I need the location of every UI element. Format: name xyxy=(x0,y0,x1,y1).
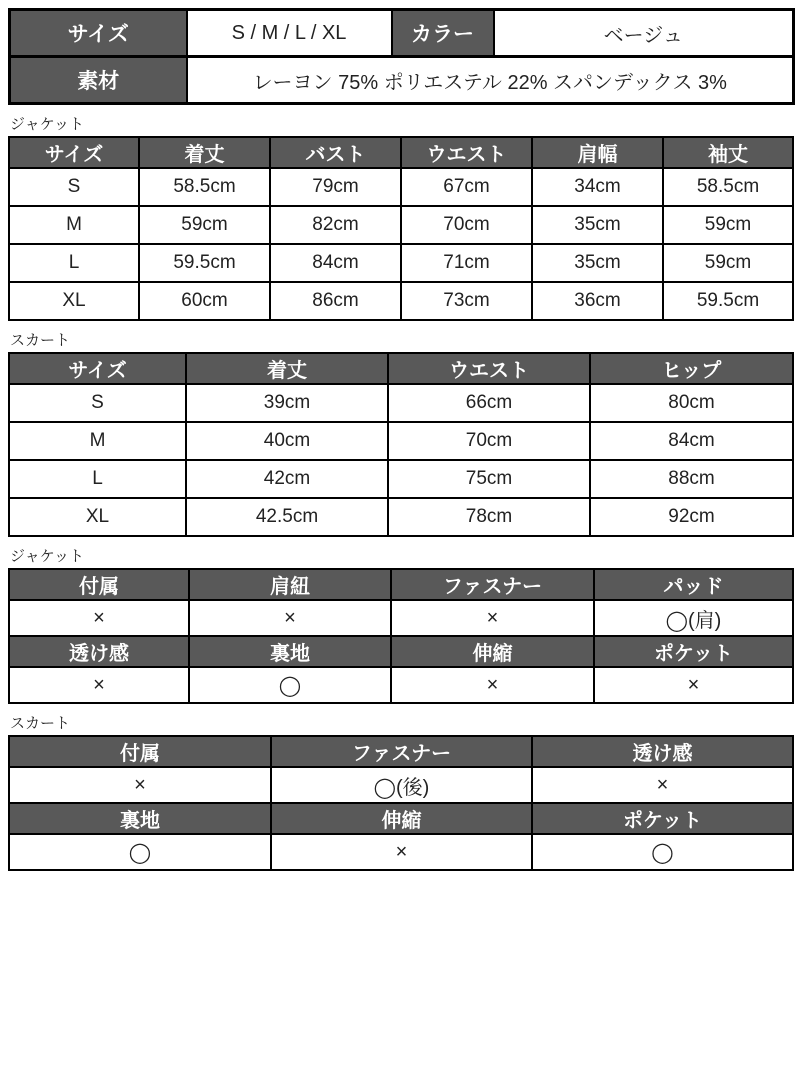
table-header-cell: パッド xyxy=(594,569,793,600)
table-cell: 84cm xyxy=(270,244,401,282)
table-cell: 86cm xyxy=(270,282,401,320)
table-cell: 79cm xyxy=(270,168,401,206)
color-label-cell: カラー xyxy=(392,10,494,57)
table-cell: 42.5cm xyxy=(186,498,388,536)
table-row xyxy=(9,422,793,460)
table-cell: 84cm xyxy=(590,422,793,460)
table-cell: × xyxy=(391,667,594,703)
table-row xyxy=(9,168,793,206)
table-row xyxy=(9,600,793,636)
table-cell: 80cm xyxy=(590,384,793,422)
table-header-cell: 肩紐 xyxy=(189,569,391,600)
table-row xyxy=(9,206,793,244)
table-cell: 60cm xyxy=(139,282,270,320)
table-cell: M xyxy=(9,422,186,460)
table-header-cell: サイズ xyxy=(9,137,139,168)
table-cell: ◯ xyxy=(532,834,793,870)
table-cell: L xyxy=(9,244,139,282)
table-cell: 36cm xyxy=(532,282,663,320)
table-cell: × xyxy=(532,767,793,803)
table-cell: 40cm xyxy=(186,422,388,460)
table-header-cell: 裏地 xyxy=(189,636,391,667)
table-row xyxy=(9,767,793,803)
table-cell: 92cm xyxy=(590,498,793,536)
table-cell: 82cm xyxy=(270,206,401,244)
table-row xyxy=(9,498,793,536)
table-cell: 59cm xyxy=(663,244,793,282)
table-cell: S xyxy=(9,168,139,206)
table-header-cell: ファスナー xyxy=(271,736,532,767)
skirt-details-table xyxy=(8,735,794,871)
table-header-row xyxy=(9,353,793,384)
skirt-size-table xyxy=(8,352,794,537)
table-cell: ◯ xyxy=(189,667,391,703)
jacket-details-section-label: ジャケット xyxy=(10,548,84,565)
table-cell: × xyxy=(9,600,189,636)
table-cell: 66cm xyxy=(388,384,590,422)
table-cell: 58.5cm xyxy=(663,168,793,206)
table-cell: 75cm xyxy=(388,460,590,498)
jacket-size-section-label: ジャケット xyxy=(10,116,84,133)
table-header-cell: 透け感 xyxy=(9,636,189,667)
table-header-cell: 裏地 xyxy=(9,803,271,834)
table-header-cell: 透け感 xyxy=(532,736,793,767)
table-row xyxy=(9,282,793,320)
table-header-cell: 肩幅 xyxy=(532,137,663,168)
product-info-table xyxy=(8,8,795,105)
jacket-size-table xyxy=(8,136,794,321)
table-cell: 39cm xyxy=(186,384,388,422)
table-cell: 42cm xyxy=(186,460,388,498)
table-row xyxy=(9,460,793,498)
table-cell: 71cm xyxy=(401,244,532,282)
jacket-details-table xyxy=(8,568,794,704)
table-header-cell: 着丈 xyxy=(186,353,388,384)
table-cell: ◯(後) xyxy=(271,767,532,803)
table-cell: 67cm xyxy=(401,168,532,206)
table-header-row xyxy=(9,803,793,834)
table-header-row xyxy=(9,736,793,767)
table-cell: 59cm xyxy=(663,206,793,244)
table-cell: 78cm xyxy=(388,498,590,536)
table-row xyxy=(9,244,793,282)
table-cell: 35cm xyxy=(532,244,663,282)
table-cell: 58.5cm xyxy=(139,168,270,206)
table-header-cell: サイズ xyxy=(9,353,186,384)
table-cell: M xyxy=(9,206,139,244)
table-cell: × xyxy=(189,600,391,636)
table-row xyxy=(9,667,793,703)
table-cell: 70cm xyxy=(401,206,532,244)
table-header-row xyxy=(9,636,793,667)
table-row xyxy=(10,10,794,57)
table-header-cell: ポケット xyxy=(594,636,793,667)
table-row xyxy=(9,384,793,422)
table-cell: 59cm xyxy=(139,206,270,244)
table-header-row xyxy=(9,569,793,600)
table-cell: ◯ xyxy=(9,834,271,870)
material-value-cell: レーヨン 75% ポリエステル 22% スパンデックス 3% xyxy=(187,57,794,104)
table-cell: XL xyxy=(9,498,186,536)
table-cell: × xyxy=(9,667,189,703)
table-header-cell: ウエスト xyxy=(388,353,590,384)
table-header-cell: 付属 xyxy=(9,736,271,767)
table-cell: 73cm xyxy=(401,282,532,320)
table-cell: 59.5cm xyxy=(139,244,270,282)
table-cell: 88cm xyxy=(590,460,793,498)
size-label-cell: サイズ xyxy=(10,10,187,57)
table-cell: L xyxy=(9,460,186,498)
table-cell: × xyxy=(271,834,532,870)
table-header-cell: バスト xyxy=(270,137,401,168)
table-header-cell: ヒップ xyxy=(590,353,793,384)
table-cell: XL xyxy=(9,282,139,320)
table-header-cell: 着丈 xyxy=(139,137,270,168)
table-header-row xyxy=(9,137,793,168)
table-header-cell: 袖丈 xyxy=(663,137,793,168)
table-header-cell: ポケット xyxy=(532,803,793,834)
color-value-cell: ベージュ xyxy=(494,10,794,57)
table-cell: 35cm xyxy=(532,206,663,244)
table-row xyxy=(9,834,793,870)
table-cell: × xyxy=(594,667,793,703)
table-header-cell: 伸縮 xyxy=(391,636,594,667)
material-label-cell: 素材 xyxy=(10,57,187,104)
table-header-cell: 伸縮 xyxy=(271,803,532,834)
table-cell: × xyxy=(391,600,594,636)
table-cell: 59.5cm xyxy=(663,282,793,320)
table-cell: ◯(肩) xyxy=(594,600,793,636)
table-header-cell: ウエスト xyxy=(401,137,532,168)
table-row xyxy=(10,57,794,104)
table-header-cell: 付属 xyxy=(9,569,189,600)
size-value-cell: S / M / L / XL xyxy=(187,10,392,57)
skirt-size-section-label: スカート xyxy=(10,332,71,349)
table-cell: S xyxy=(9,384,186,422)
skirt-details-section-label: スカート xyxy=(10,715,71,732)
table-cell: 70cm xyxy=(388,422,590,460)
table-header-cell: ファスナー xyxy=(391,569,594,600)
table-cell: 34cm xyxy=(532,168,663,206)
table-cell: × xyxy=(9,767,271,803)
